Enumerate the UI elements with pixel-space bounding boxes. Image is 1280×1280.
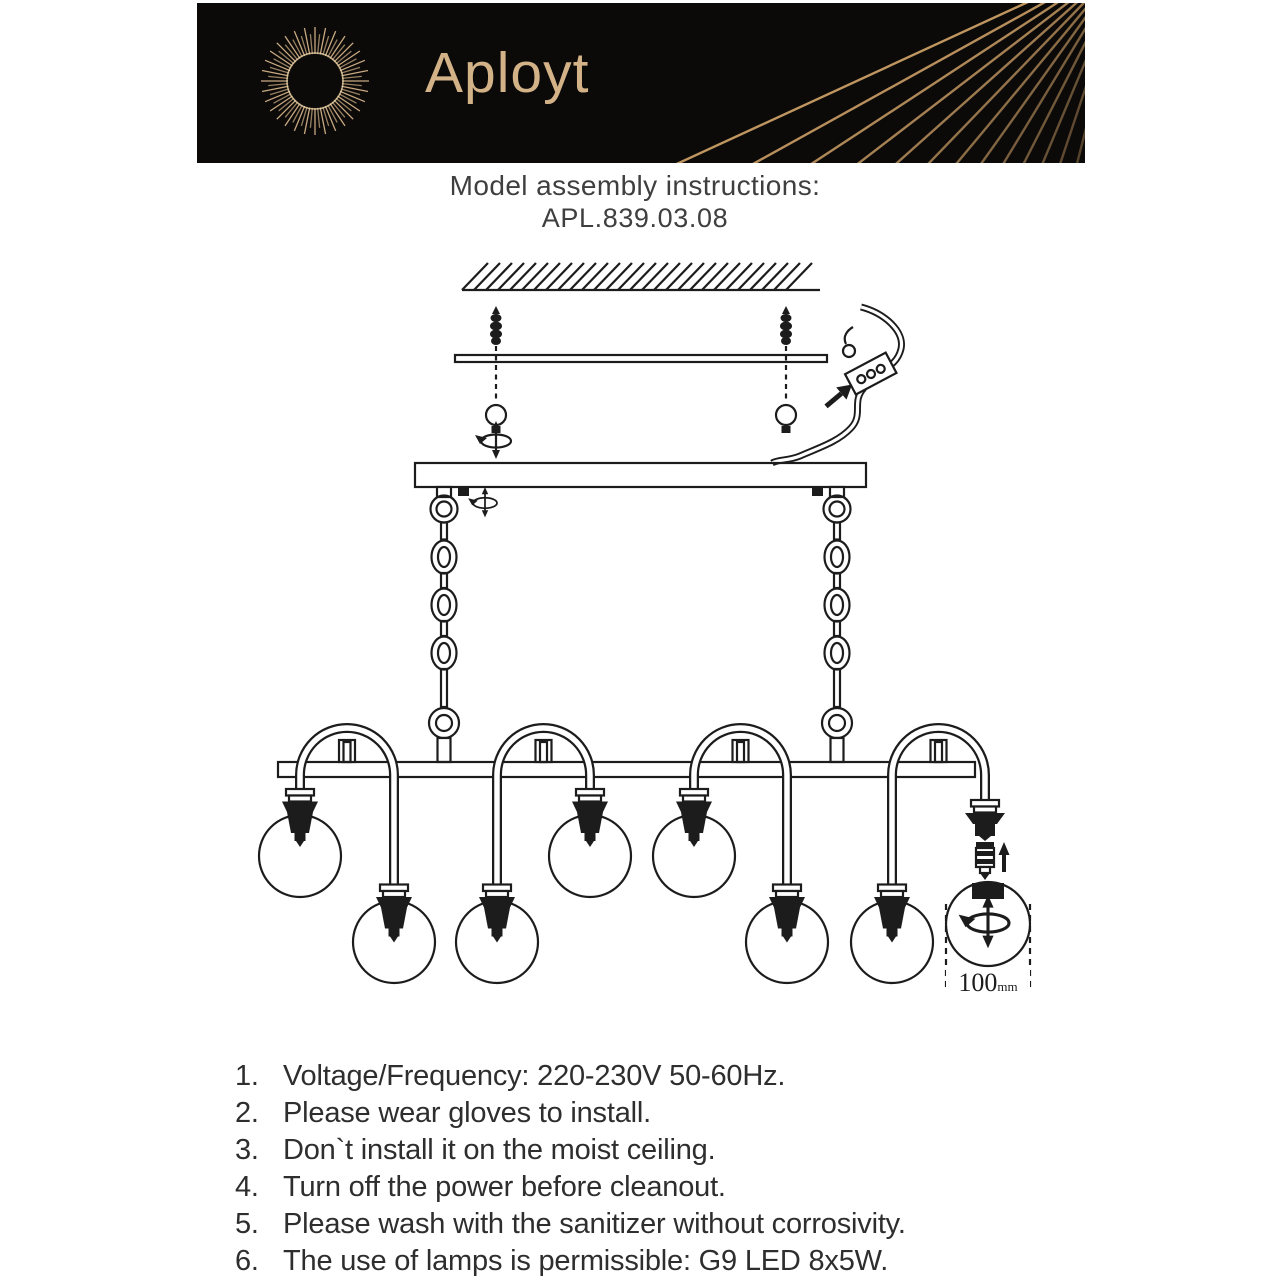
empty-socket [965, 800, 1005, 841]
chain-left [429, 487, 459, 762]
item-number: 3. [235, 1134, 259, 1166]
wire-connector [772, 307, 901, 463]
fixture-bar [278, 762, 975, 777]
mounting-strip [455, 355, 827, 362]
instruction-item [235, 1169, 906, 1206]
instruction-item [235, 1058, 906, 1095]
brand-name: Aployt [425, 41, 590, 105]
page-title: Model assembly instructions: [449, 170, 821, 201]
item-number: 2. [235, 1097, 259, 1129]
ceiling-hatch [462, 263, 820, 290]
item-number: 5. [235, 1208, 259, 1240]
instruction-item [235, 1132, 906, 1169]
up-arrow-icon [999, 842, 1010, 872]
terminal-block [845, 353, 896, 395]
item-number: 1. [235, 1060, 259, 1092]
instruction-item [235, 1243, 906, 1280]
item-text: Voltage/Frequency: 220-230V 50-60Hz. [283, 1060, 786, 1092]
item-text: Don`t install it on the moist ceiling. [283, 1134, 716, 1166]
item-text: Please wash with the sanitizer without corrosivity. [283, 1208, 906, 1240]
dimension-unit: mm [997, 979, 1018, 994]
lamp-sockets [282, 789, 910, 943]
instructions-list [235, 1058, 906, 1280]
g9-bulb-icon [976, 842, 994, 880]
canopy-bar [415, 463, 866, 496]
model-number: APL.839.03.08 [541, 203, 729, 233]
wire-eyelet [843, 345, 855, 357]
item-number: 6. [235, 1245, 259, 1277]
screw-anchor-left [486, 306, 506, 433]
dimension-value: 100 [958, 968, 998, 997]
glass-globes [259, 815, 933, 983]
screw-anchor-right [776, 306, 796, 433]
item-text: The use of lamps is permissible: G9 LED 8x5W. [283, 1245, 889, 1277]
dimension-label [946, 970, 1030, 1000]
item-text: Turn off the power before cleanout. [283, 1171, 726, 1203]
rotate-icon [468, 487, 497, 517]
mount-pins [339, 740, 947, 762]
item-number: 4. [235, 1171, 259, 1203]
item-text: Please wear gloves to install. [283, 1097, 651, 1129]
chain-right [822, 487, 852, 762]
instruction-item [235, 1206, 906, 1243]
instruction-item [235, 1095, 906, 1132]
